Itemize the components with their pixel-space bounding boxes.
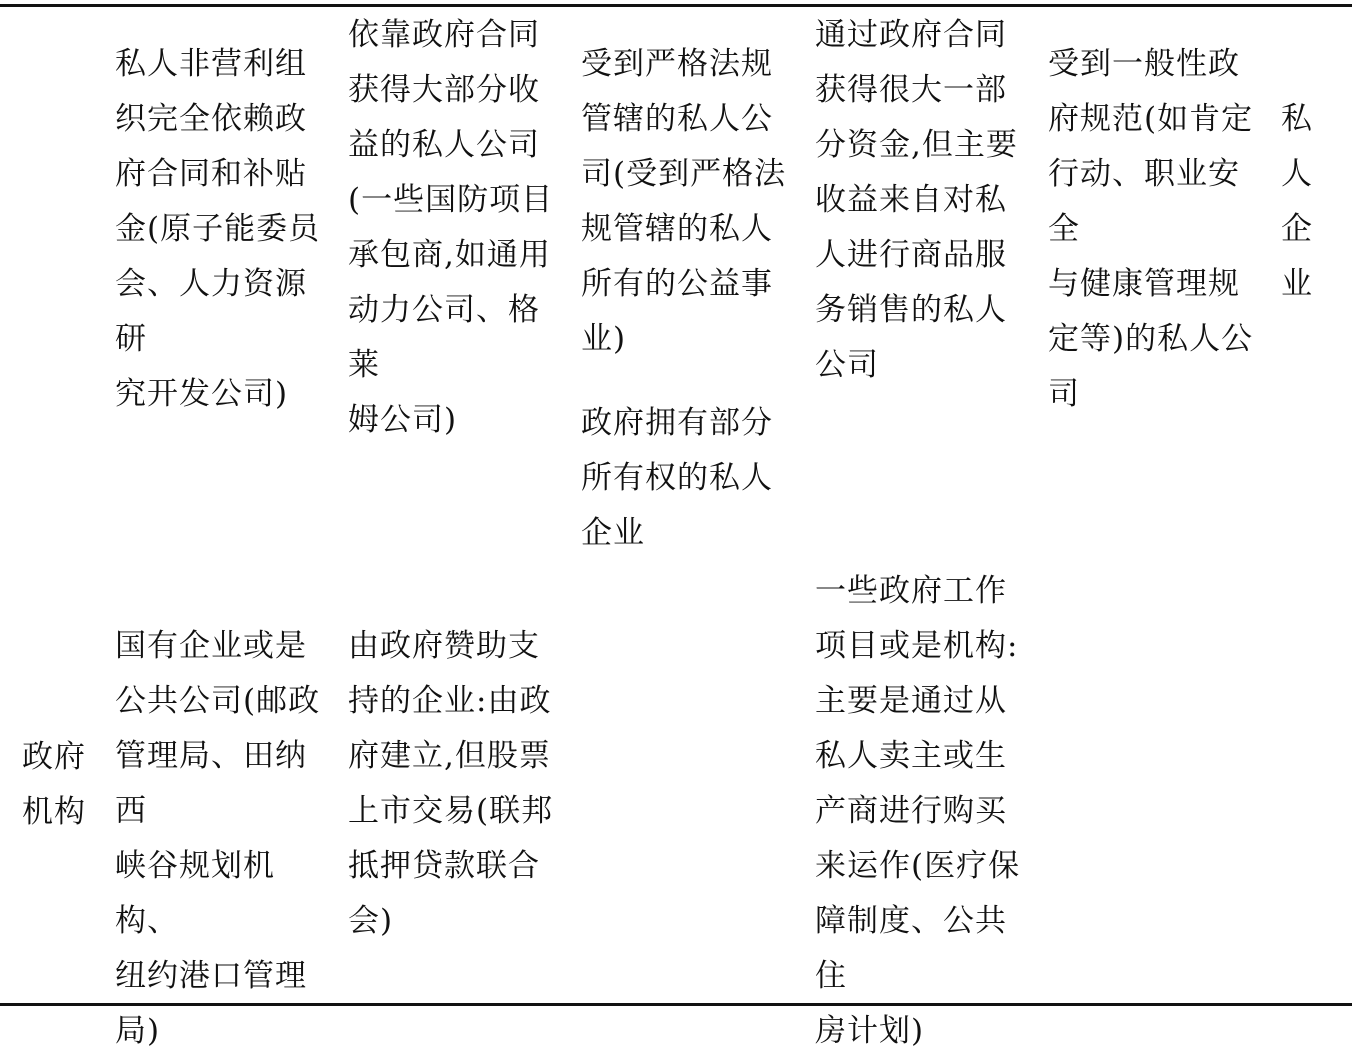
cell-government-sponsored-enterprises: 由政府赞助支 持的企业:由政 府建立,但股票 上市交易(联邦 抵押贷款联合 会) [348, 628, 554, 939]
cell-state-owned-enterprises: 国有企业或是 公共公司(邮政 管理局、田纳西 峡谷规划机构、 纽约港口管理 局) [115, 628, 321, 1049]
cell-private-enterprise-label: 私 人 企 业 [1281, 101, 1313, 302]
cell-partially-government-owned: 政府拥有部分 所有权的私人 企业 [581, 405, 773, 551]
table-top-rule [0, 4, 1352, 7]
cell-government-contract-companies: 依靠政府合同 获得大部分收 益的私人公司 (一些国防项目 承包商,如通用 动力公司、格莱 姆公司) [348, 17, 554, 438]
table-bottom-rule [0, 1003, 1352, 1006]
cell-government-agency-label: 政府 机构 [22, 739, 86, 830]
cell-partial-government-funding: 通过政府合同 获得很大一部 分资金,但主要 收益来自对私 人进行商品服 务销售的私人 公司 [815, 17, 1018, 383]
cell-generally-regulated-companies: 受到一般性政 府规范(如肯定 行动、职业安全 与健康管理规 定等)的私人公 司 [1048, 46, 1254, 412]
cell-government-programs: 一些政府工作 项目或是机构: 主要是通过从 私人卖主或生 产商进行购买 来运作(医疗保 障制度、公共住 房计划) [815, 573, 1021, 1049]
cell-regulated-private-companies: 受到严格法规 管辖的私人公 司(受到严格法 规管辖的私人 所有的公益事 业) [581, 46, 787, 357]
cell-nonprofit-organizations: 私人非营利组 织完全依赖政 府合同和补贴 金(原子能委员 会、人力资源研 究开发公司) [115, 46, 321, 412]
